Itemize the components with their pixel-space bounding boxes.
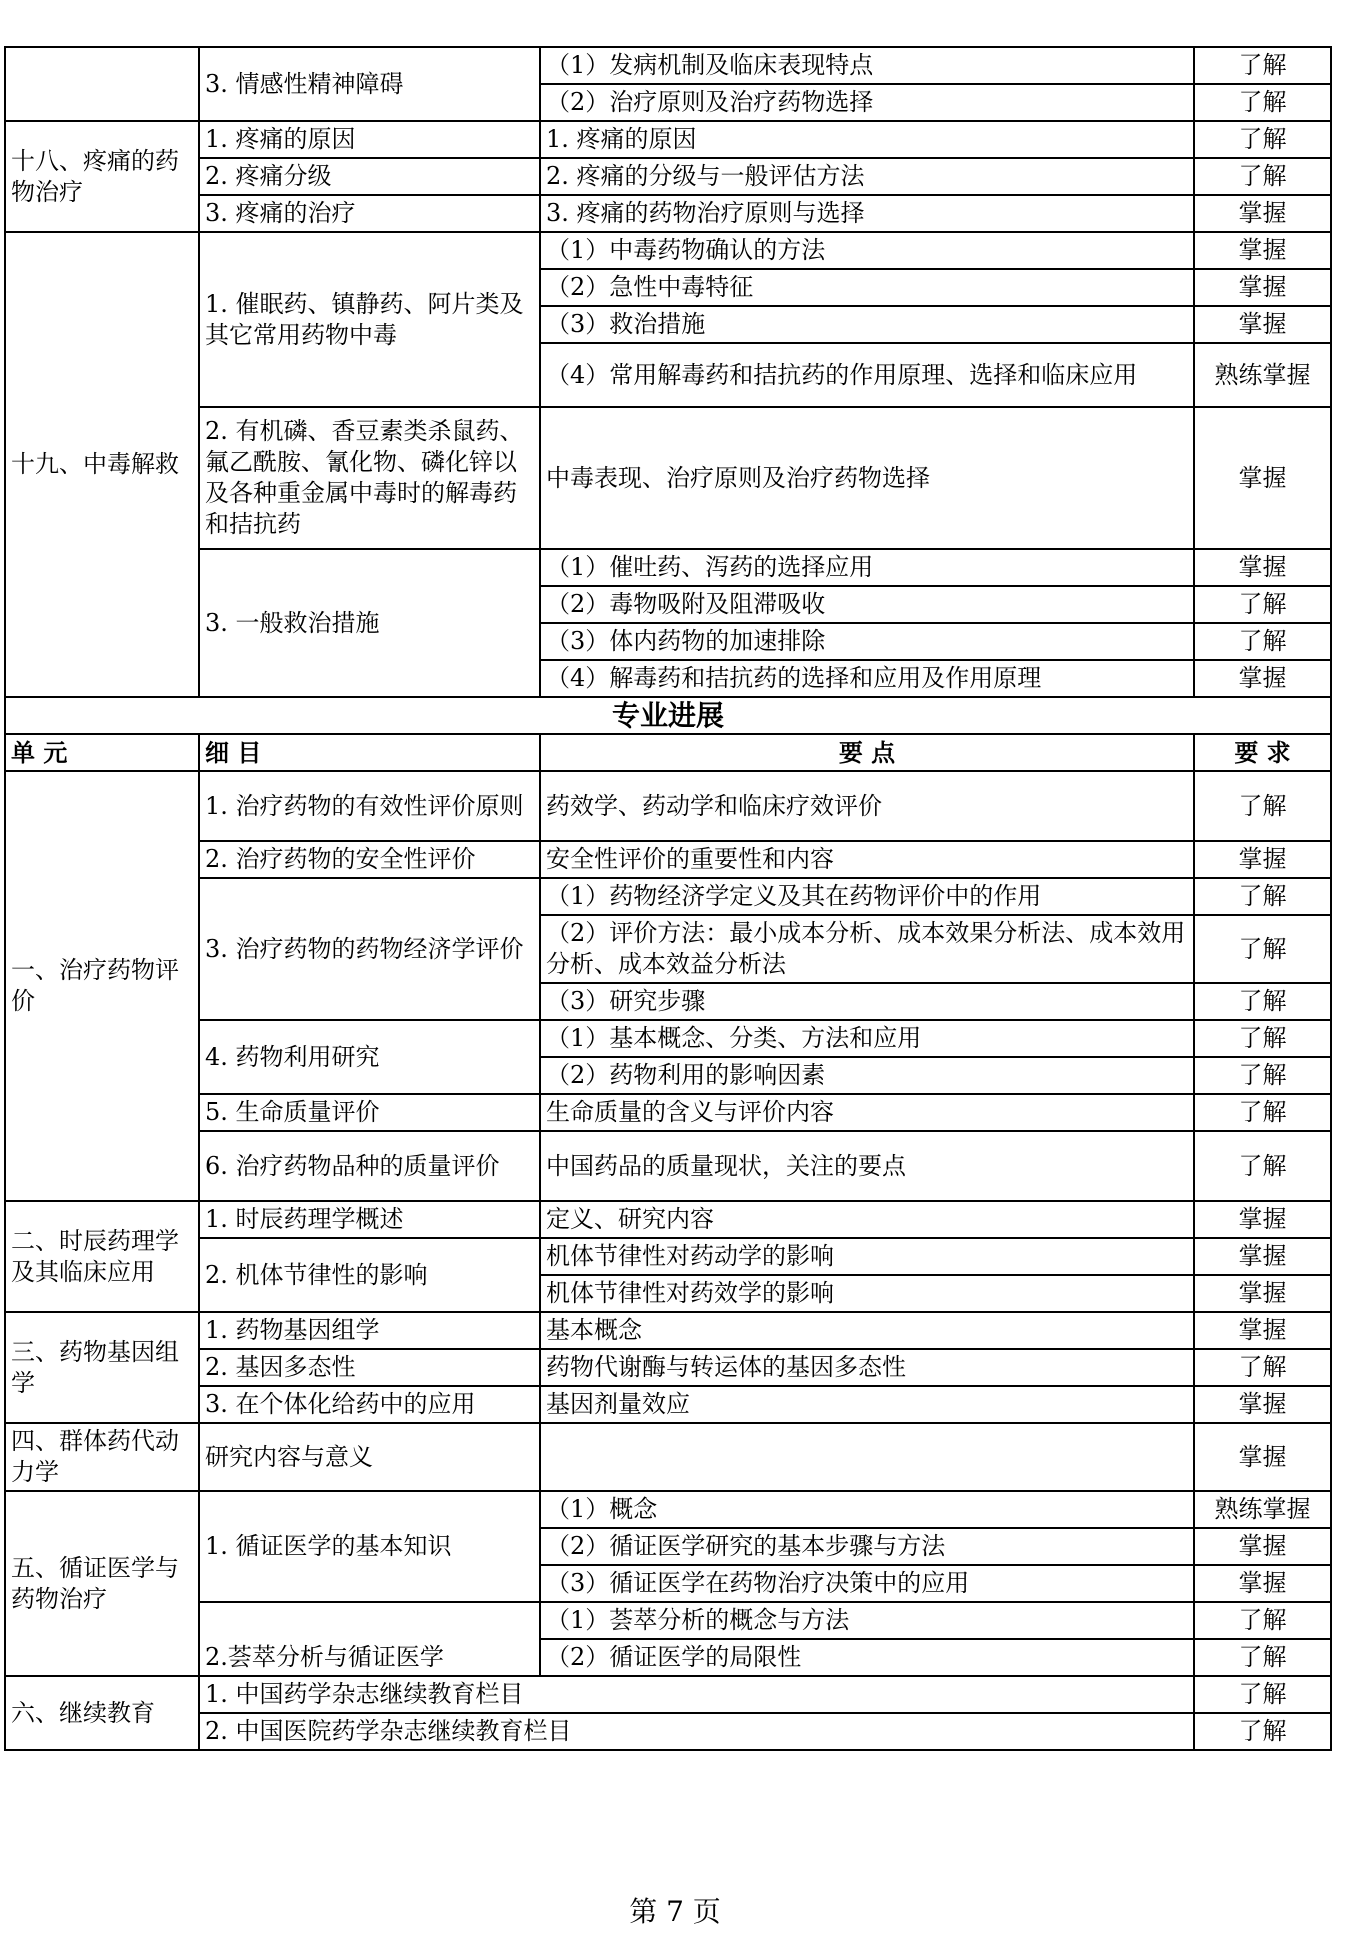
requirement-cell: 掌握 [1194,195,1331,232]
unit-cell: 三、药物基因组学 [5,1312,199,1423]
requirement-cell: 了解 [1194,158,1331,195]
detail-cell: 3. 疼痛的治疗 [199,195,540,232]
detail-cell: 2. 疼痛分级 [199,158,540,195]
detail-cell: 1. 时辰药理学概述 [199,1201,540,1238]
point-cell: 药效学、药动学和临床疗效评价 [540,771,1194,841]
detail-cell: 研究内容与意义 [199,1423,540,1491]
point-cell: （2）急性中毒特征 [540,269,1194,306]
header-detail: 细 目 [199,734,540,771]
detail-cell: 1. 疼痛的原因 [199,121,540,158]
point-cell: （4）解毒药和拮抗药的选择和应用及作用原理 [540,660,1194,697]
requirement-cell: 了解 [1194,915,1331,983]
requirement-cell: 掌握 [1194,306,1331,343]
detail-cell: 1. 治疗药物的有效性评价原则 [199,771,540,841]
point-cell: 中毒表现、治疗原则及治疗药物选择 [540,407,1194,549]
requirement-cell: 了解 [1194,47,1331,84]
requirement-cell: 掌握 [1194,549,1331,586]
point-cell: （3）体内药物的加速排除 [540,623,1194,660]
unit-cell: 四、群体药代动力学 [5,1423,199,1491]
requirement-cell: 了解 [1194,1713,1331,1750]
detail-cell: 1. 中国药学杂志继续教育栏目 [199,1676,1194,1713]
point-cell: 基因剂量效应 [540,1386,1194,1423]
detail-cell: 2. 基因多态性 [199,1349,540,1386]
requirement-cell: 了解 [1194,1676,1331,1713]
requirement-cell: 熟练掌握 [1194,343,1331,407]
header-point: 要 点 [540,734,1194,771]
requirement-cell: 了解 [1194,84,1331,121]
point-cell: （2）毒物吸附及阻滞吸收 [540,586,1194,623]
requirement-cell: 了解 [1194,623,1331,660]
point-cell [540,1423,1194,1491]
point-cell: （1）药物经济学定义及其在药物评价中的作用 [540,878,1194,915]
point-cell: （4）常用解毒药和拮抗药的作用原理、选择和临床应用 [540,343,1194,407]
detail-cell: 1. 循证医学的基本知识 [199,1491,540,1602]
requirement-cell: 了解 [1194,121,1331,158]
point-cell: 机体节律性对药效学的影响 [540,1275,1194,1312]
requirement-cell: 掌握 [1194,232,1331,269]
requirement-cell: 了解 [1194,983,1331,1020]
point-cell: （1）中毒药物确认的方法 [540,232,1194,269]
point-cell: 2. 疼痛的分级与一般评估方法 [540,158,1194,195]
detail-cell: 3. 一般救治措施 [199,549,540,697]
point-cell: 中国药品的质量现状，关注的要点 [540,1131,1194,1201]
detail-cell: 1. 药物基因组学 [199,1312,540,1349]
requirement-cell: 掌握 [1194,1386,1331,1423]
point-cell: 1. 疼痛的原因 [540,121,1194,158]
requirement-cell: 掌握 [1194,1275,1331,1312]
requirement-cell: 掌握 [1194,1565,1331,1602]
detail-cell: 1. 催眠药、镇静药、阿片类及其它常用药物中毒 [199,232,540,407]
syllabus-table [4,46,1332,1751]
requirement-cell: 了解 [1194,1349,1331,1386]
header-requirement: 要 求 [1194,734,1331,771]
point-cell: （2）治疗原则及治疗药物选择 [540,84,1194,121]
point-cell: （1）荟萃分析的概念与方法 [540,1602,1194,1639]
requirement-cell: 掌握 [1194,1423,1331,1491]
requirement-cell: 掌握 [1194,1528,1331,1565]
requirement-cell: 了解 [1194,1131,1331,1201]
point-cell: 定义、研究内容 [540,1201,1194,1238]
page-number: 第 7 页 [629,1895,721,1928]
point-cell: （2）药物利用的影响因素 [540,1057,1194,1094]
point-cell: （1）发病机制及临床表现特点 [540,47,1194,84]
requirement-cell: 掌握 [1194,407,1331,549]
requirement-cell: 了解 [1194,1094,1331,1131]
unit-cell: 一、治疗药物评价 [5,771,199,1201]
detail-cell: 2. 治疗药物的安全性评价 [199,841,540,878]
requirement-cell: 了解 [1194,771,1331,841]
requirement-cell: 了解 [1194,878,1331,915]
detail-cell: 2. 中国医院药学杂志继续教育栏目 [199,1713,1194,1750]
requirement-cell: 掌握 [1194,269,1331,306]
point-cell: （2）循证医学研究的基本步骤与方法 [540,1528,1194,1565]
detail-cell: 4. 药物利用研究 [199,1020,540,1094]
requirement-cell: 掌握 [1194,1312,1331,1349]
requirement-cell: 掌握 [1194,1238,1331,1275]
point-cell: （1）催吐药、泻药的选择应用 [540,549,1194,586]
unit-cell: 十八、疼痛的药物治疗 [5,121,199,232]
unit-cell: 十九、中毒解救 [5,232,199,697]
point-cell: （3）循证医学在药物治疗决策中的应用 [540,1565,1194,1602]
unit-cell: 六、继续教育 [5,1676,199,1750]
point-cell: 生命质量的含义与评价内容 [540,1094,1194,1131]
unit-cell: 二、时辰药理学及其临床应用 [5,1201,199,1312]
detail-cell: 6. 治疗药物品种的质量评价 [199,1131,540,1201]
requirement-cell: 掌握 [1194,660,1331,697]
header-unit: 单 元 [5,734,199,771]
requirement-cell: 掌握 [1194,1201,1331,1238]
point-cell: （3）研究步骤 [540,983,1194,1020]
detail-cell: 3. 治疗药物的药物经济学评价 [199,878,540,1020]
detail-cell: 2.荟萃分析与循证医学 [199,1602,540,1676]
point-cell: 机体节律性对药动学的影响 [540,1238,1194,1275]
detail-cell: 2. 有机磷、香豆素类杀鼠药、氟乙酰胺、氰化物、磷化锌以及各种重金属中毒时的解毒药和拮抗药 [199,407,540,549]
detail-cell: 3. 在个体化给药中的应用 [199,1386,540,1423]
detail-cell: 5. 生命质量评价 [199,1094,540,1131]
requirement-cell: 掌握 [1194,841,1331,878]
point-cell: 安全性评价的重要性和内容 [540,841,1194,878]
requirement-cell: 熟练掌握 [1194,1491,1331,1528]
point-cell: （2）循证医学的局限性 [540,1639,1194,1676]
requirement-cell: 了解 [1194,1020,1331,1057]
point-cell: （3）救治措施 [540,306,1194,343]
point-cell: （1）概念 [540,1491,1194,1528]
requirement-cell: 了解 [1194,586,1331,623]
point-cell: 3. 疼痛的药物治疗原则与选择 [540,195,1194,232]
point-cell: （1）基本概念、分类、方法和应用 [540,1020,1194,1057]
detail-cell: 2. 机体节律性的影响 [199,1238,540,1312]
requirement-cell: 了解 [1194,1057,1331,1094]
point-cell: （2）评价方法：最小成本分析、成本效果分析法、成本效用分析、成本效益分析法 [540,915,1194,983]
requirement-cell: 了解 [1194,1602,1331,1639]
detail-cell: 3. 情感性精神障碍 [199,47,540,121]
point-cell: 药物代谢酶与转运体的基因多态性 [540,1349,1194,1386]
unit-cell: 五、循证医学与药物治疗 [5,1491,199,1676]
point-cell: 基本概念 [540,1312,1194,1349]
requirement-cell: 了解 [1194,1639,1331,1676]
unit-cell [5,47,199,121]
section-title: 专业进展 [5,697,1331,734]
